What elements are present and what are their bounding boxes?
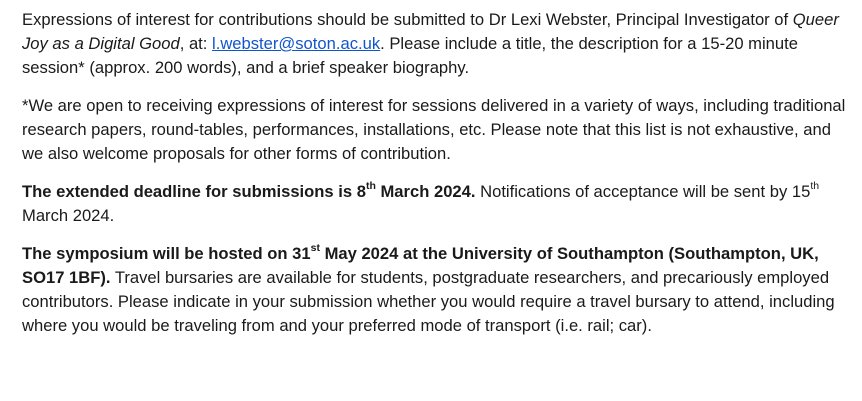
submission-text-3: . Please include a title, the description for a 15-20 minute session* (approx. 200 words), and a brief speaker biography. bbox=[22, 34, 798, 77]
submission-text-2: , at: bbox=[179, 34, 213, 53]
bursary-text: Travel bursaries are available for students, postgraduate researchers, and precariously employed contributors. Please indicate in your submission whether you would require a travel bursary to attend, including where you would be traveling from and your preferred mode of transport (i.e. rail; car). bbox=[22, 268, 835, 335]
venue-bold-2: May 2024 at the University of Southampton (Southampton, UK, SO17 1BF). bbox=[22, 244, 819, 287]
deadline-paragraph bbox=[22, 180, 850, 228]
submission-text-1: Expressions of interest for contributions should be submitted to Dr Lexi Webster, Principal Investigator of bbox=[22, 10, 793, 29]
deadline-suffix: th bbox=[365, 180, 376, 193]
session-formats-paragraph: *We are open to receiving expressions of interest for sessions delivered in a variety of ways, including traditional research papers, round-tables, performances, installations, etc. Please note that this list is not exhaustive, and we also welcome proposals for other forms of contribution. bbox=[22, 96, 846, 163]
notification-suffix: th bbox=[810, 180, 820, 193]
venue-date-suffix: st bbox=[310, 242, 320, 255]
deadline-bold-2: March 2024. bbox=[375, 182, 476, 201]
email-link[interactable]: l.webster@soton.ac.uk bbox=[212, 34, 381, 53]
venue-bold-1: The symposium will be hosted on 31 bbox=[22, 244, 311, 263]
notification-text-1: Notifications of acceptance will be sent by 15 bbox=[475, 182, 811, 201]
project-title: Queer Joy as a Digital Good bbox=[22, 10, 839, 53]
notification-text-2: March 2024. bbox=[22, 206, 115, 225]
submission-paragraph bbox=[22, 8, 850, 80]
deadline-bold-1: The extended deadline for submissions is 8 bbox=[22, 182, 366, 201]
venue-paragraph bbox=[22, 242, 850, 338]
